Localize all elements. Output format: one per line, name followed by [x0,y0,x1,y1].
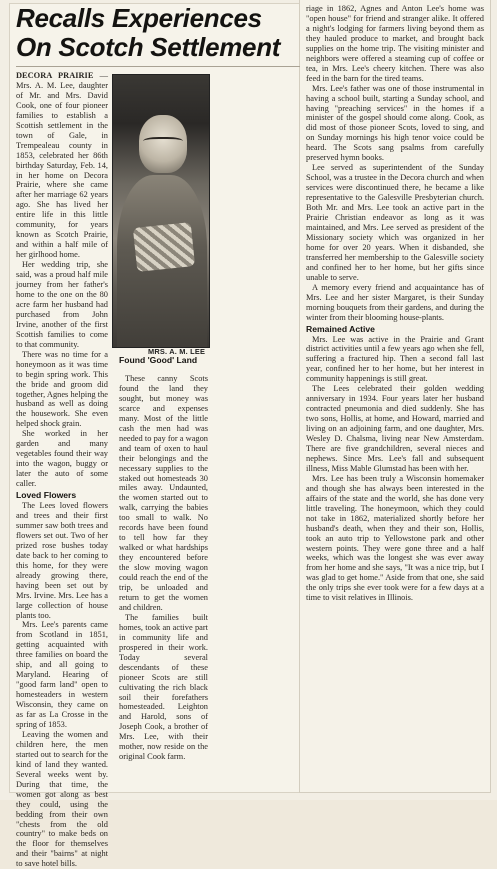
portrait-photo [112,74,210,348]
article-headline [16,4,306,62]
photo-figure-glasses [143,137,183,147]
paragraph: Lee served as superintendent of the Sunday School, was a trustee in the Decora church and when services were discontinued there, he became a like representative to the Galesville Presbyterian church. Both Mr. and Mrs. Lee took an active part in the Prairie Christian endeavor as long as it was maintained, and Mrs. Lee served as president of the Missionary society which was organized in her home for over 20 years. When it disbanded, she transferred her membership to the Galesville society and confined her to her home, but her gifts since unable to serve. [306,163,484,282]
article-column-2 [119,374,208,762]
lead-paragraph [16,71,108,260]
photo-quilt-fabric [133,222,195,272]
paragraph: The families built homes, took an active part in community life and prospered in their work. Today several descendants of these pioneer Scots are still cultivating the rich black soil their forefathers homesteaded. Leighton and Harold, sons of Joseph Cook, a brother of Mrs. Lee, with their mother, now reside on the original Cook farm. [119,612,208,762]
headline-rule [16,66,300,67]
paragraph: Mrs. Lee's parents came from Scotland in 1851, getting acquainted with three families on board the ship, and all going to Maryland. Hearing of "good farm land" open to homesteaders in western Wisconsin, they came on as far as La Crosse in the spring of 1853. [16,620,108,729]
subhead-loved-flowers: Loved Flowers [16,490,77,501]
paragraph: Mrs. Lee's father was one of those instrumental in having a school built, starting a Sunday school, and having "preaching services" in the homes if a minister of the gospel should come along. Cook, as did most of those pioneer Scots, loved to sing, and on Sunday mornings his high tenor voice could be heard. The Scots sang psalms from carefully preserved hymn books. [306,83,484,163]
photo-caption: MRS. A. M. LEE [148,347,206,356]
dateline: DECORA PRAIRIE [16,71,94,80]
lead-text: — Mrs. A. M. Lee, daughter of Mr. and Mrs. David Cook, one of four pioneer families to establish a Scottish settlement in the town of Gale, in Trempealeau county in 1853, celebrated her 86th birthday Saturday, Feb. 14, in her home on Decora Prairie, where she came after her marriage 62 years ago. She has lived her entire life in this little community, for years known as Scotch Prairie, and within a half mile of her girlhood home. [16,71,108,260]
article-column-1 [16,71,108,869]
paragraph: There was no time for a honeymoon as it was time to begin spring work. This the bride and groom did together, Agnes helping the husband as well as doing the housework. She even helped shock grain. [16,349,108,429]
paragraph: Her wedding trip, she said, was a proud half mile journey from her father's home to the one on the 80 acre farm her husband had purchased from John Irvine, another of the first Scottish families to come to that community. [16,260,108,349]
subhead-found-good-land: Found 'Good' Land [119,355,198,365]
paragraph: A memory every friend and acquaintance has of Mrs. Lee and her sister Margaret, is their Sunday morning bouquets from their gardens, and during the winter from their blooming house-plants. [306,282,484,322]
paragraph: Mrs. Lee was active in the Prairie and Grant district activities until a few years ago when she fell, suffering a fractured hip. Then a second fall last year, confined her to her home, but her interest in community happenings is still great. [306,334,484,384]
paragraph: Mrs. Lee has been truly a Wisconsin homemaker and though she has always been interested in the affairs of the state and the world, she has done very little traveling. The honeymoon, which they could not take in 1862, materialized shortly before her husband's death, when they and their son, Hollis, took an auto trip to Yellowstone park and other western points. They were gone three and a half weeks, which was the longest she was ever away from her home and she says, "It was a nice trip, but I was glad to get home." Aside from that one, she said the only trips she ever took were for a few days at a time to visit relatives in Illinois. [306,473,484,603]
paragraph: Leaving the women and children here, the men started out to search for the kind of land they wanted. Several weeks went by. During that time, the women got along as best they could, using the bedding from their own "chests from the old country" to make beds on the floor for themselves and their "bairns" at night to save hotel bills. [16,729,108,869]
headline-line-2: On Scotch Settlement [16,32,281,62]
paragraph: These canny Scots found the land they sought, but money was scarce and expenses many. Most of the little cash the men had was needed to pay for a wagon and team of oxen to haul their belongings and the necessary supplies to the staked out homesteads 30 miles away. Undaunted, the women started out to walk, carrying the babies too small to walk. No records have been found to tell how far they walked or what hardships they encountered before the slow moving wagon could reach the end of the trip, be unloaded and return to get the women and children. [119,374,208,612]
article-column-3 [306,4,484,603]
article-column-2-subhead [119,354,208,366]
paragraph: She worked in her garden and many vegetables found their way into the wagon, buggy or later the auto of some caller. [16,429,108,489]
paragraph: riage in 1862, Agnes and Anton Lee's home was "open house" for friend and stranger alike. It offered a night's lodging for farmers living beyond them as they hauled produce to market, and brought back supplies on the home trip. The visiting minister and neighbors were offered a steaming cup of coffee or tea, in Mrs. Lee's cheery kitchen. There was also feed in the barn for the tired teams. [306,4,484,83]
subhead-remained-active: Remained Active [306,323,375,334]
paragraph: The Lees loved flowers and trees and their first summer saw both trees and flowers set out. Two of her prized rose bushes today date back to her coming to this home, for they were already growing there, having been set out by Mrs. Irvine. Mrs. Lee has a large collection of house plants too. [16,501,108,620]
headline-line-1: Recalls Experiences [16,3,262,33]
paragraph: The Lees celebrated their golden wedding anniversary in 1934. Four years later her husband contracted pneumonia and died suddenly. She has two sons, Hollis, at home, and Howard, married and living on an adjoining farm, and one daughter, Mrs. Wesley D. Chalsma, living near New Amsterdam. There are five grandchildren, several nieces and nephews. Since Mrs. Lee's fall and subsequent illness, Miss Mable Glumstad has been with her. [306,384,484,473]
